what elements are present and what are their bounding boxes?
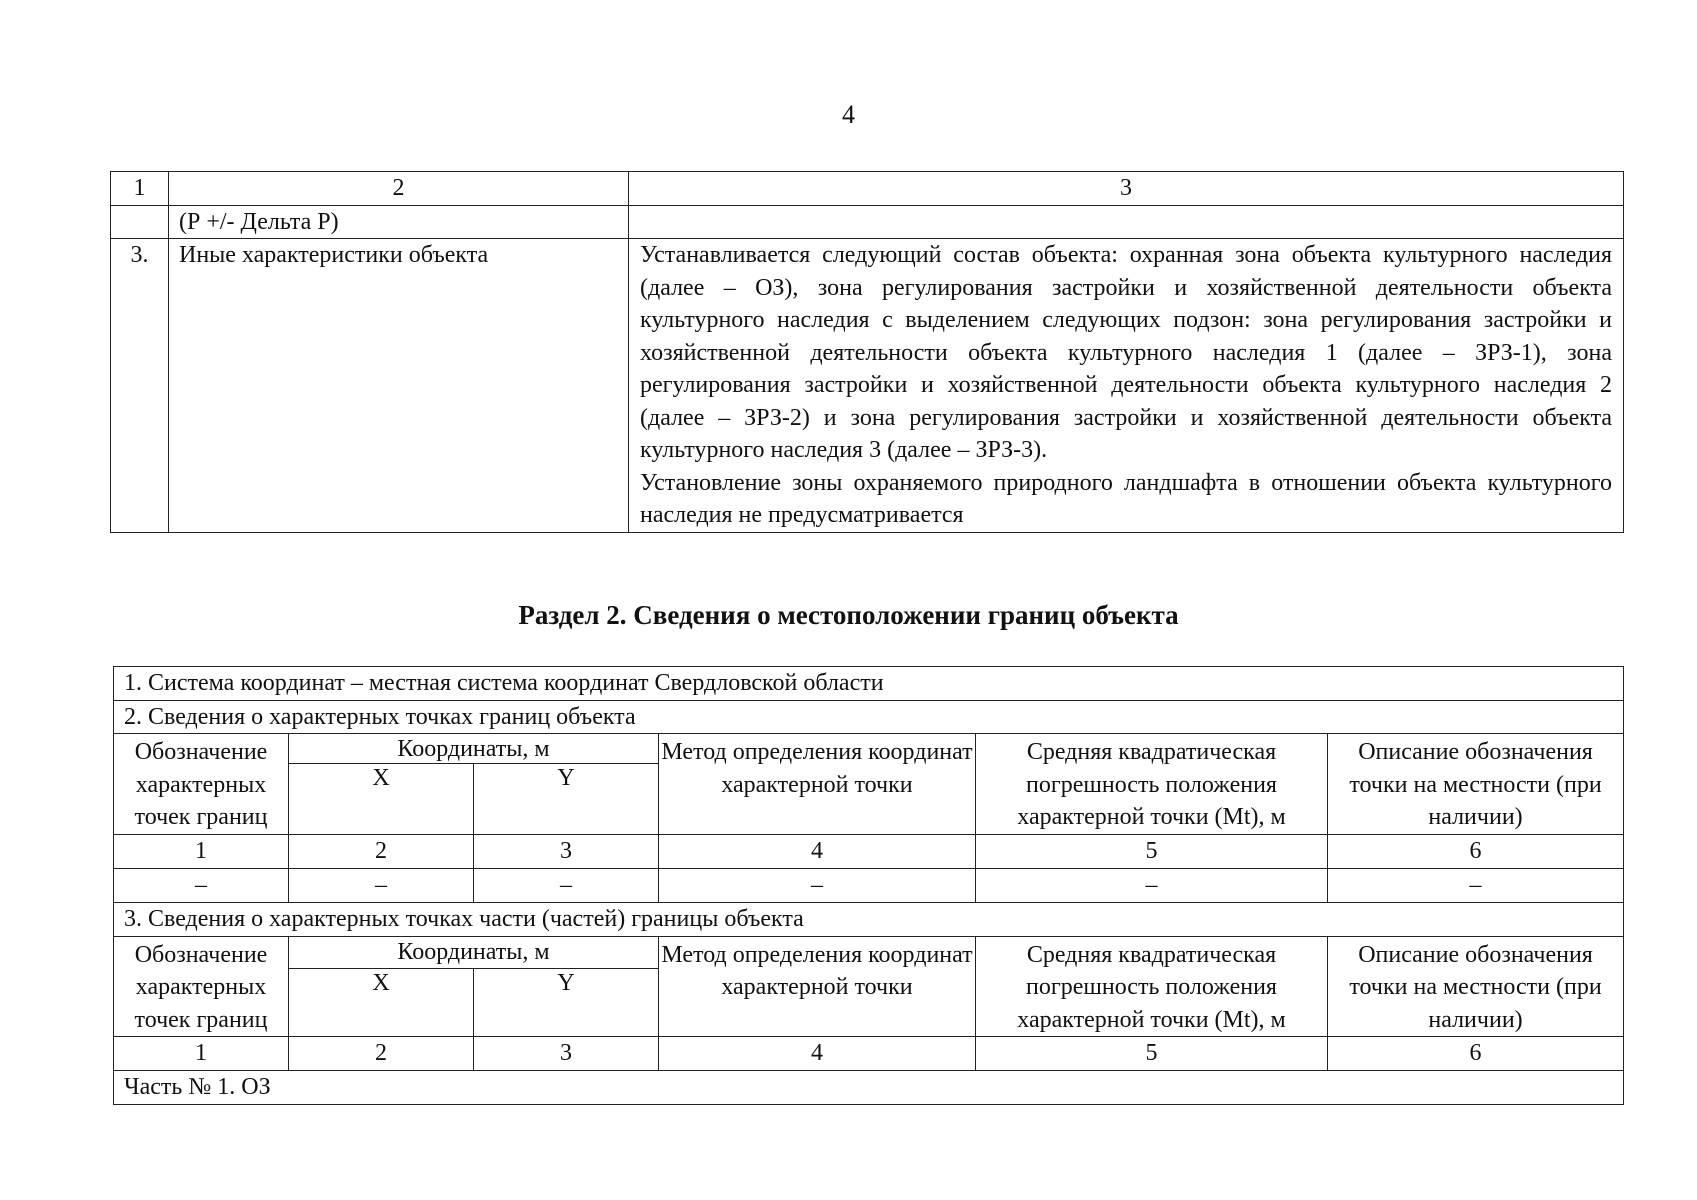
column-number-cell: 6 — [1328, 835, 1624, 869]
data-cell: – — [659, 869, 976, 903]
header-cell: Обозначение характерных точек границ — [114, 734, 289, 835]
table-header-row — [114, 734, 1624, 764]
header-cell: Y — [474, 968, 659, 1036]
header-cell: Метод определения координат характерной точки — [659, 734, 976, 835]
table-row — [111, 205, 1624, 239]
header-cell: Координаты, м — [289, 936, 659, 968]
column-number-cell: 4 — [659, 835, 976, 869]
row-value-cell — [629, 205, 1624, 239]
row-name-cell: Иные характеристики объекта — [169, 239, 629, 533]
table-row — [114, 1071, 1624, 1105]
page-number: 4 — [842, 100, 855, 129]
header-cell: Метод определения координат характерной точки — [659, 936, 976, 1037]
table-header-row — [111, 172, 1624, 206]
table-row — [114, 835, 1624, 869]
header-cell: Y — [474, 764, 659, 835]
table-row — [114, 903, 1624, 937]
coordinate-system-cell: 1. Система координат – местная система координат Свердловской области — [114, 667, 1624, 701]
paragraph: Установление зоны охраняемого природного ландшафта в отношении объекта культурного наследия не предусматривается — [640, 469, 1612, 528]
row-name-cell: (Р +/- Дельта Р) — [169, 205, 629, 239]
table-row — [114, 1037, 1624, 1071]
column-number-cell: 3 — [474, 835, 659, 869]
column-number-cell: 5 — [976, 1037, 1328, 1071]
header-cell: Описание обозначения точки на местности (при наличии) — [1328, 734, 1624, 835]
data-cell: – — [114, 869, 289, 903]
table-row — [114, 667, 1624, 701]
characteristics-table — [110, 171, 1624, 533]
header-cell: Обозначение характерных точек границ — [114, 936, 289, 1037]
header-cell: Средняя квадратическая погрешность положения характерной точки (Mt), м — [976, 936, 1328, 1037]
header-cell: 2 — [169, 172, 629, 206]
header-cell: Координаты, м — [289, 734, 659, 764]
column-number-cell: 2 — [289, 1037, 474, 1071]
boundary-points-table — [113, 666, 1624, 1105]
header-cell: Описание обозначения точки на местности (при наличии) — [1328, 936, 1624, 1037]
column-number-cell: 4 — [659, 1037, 976, 1071]
part-heading-cell: Часть № 1. ОЗ — [114, 1071, 1624, 1105]
table-header-row — [114, 936, 1624, 968]
section-heading-cell: 3. Сведения о характерных точках части (частей) границы объекта — [114, 903, 1624, 937]
data-cell: – — [289, 869, 474, 903]
data-cell: – — [976, 869, 1328, 903]
column-number-cell: 3 — [474, 1037, 659, 1071]
section-heading-cell: 2. Сведения о характерных точках границ объекта — [114, 700, 1624, 734]
table-row — [114, 700, 1624, 734]
row-number-cell — [111, 205, 169, 239]
header-cell: X — [289, 968, 474, 1036]
row-value-cell — [629, 239, 1624, 533]
header-cell: Средняя квадратическая погрешность положения характерной точки (Mt), м — [976, 734, 1328, 835]
section-title: Раздел 2. Сведения о местоположении границ объекта — [518, 600, 1179, 630]
column-number-cell: 1 — [114, 1037, 289, 1071]
header-cell: X — [289, 764, 474, 835]
table-row — [114, 869, 1624, 903]
header-cell: 1 — [111, 172, 169, 206]
data-cell: – — [1328, 869, 1624, 903]
column-number-cell: 1 — [114, 835, 289, 869]
header-cell: 3 — [629, 172, 1624, 206]
column-number-cell: 2 — [289, 835, 474, 869]
table-row — [111, 239, 1624, 533]
data-cell: – — [474, 869, 659, 903]
column-number-cell: 5 — [976, 835, 1328, 869]
row-number-cell: 3. — [111, 239, 169, 533]
column-number-cell: 6 — [1328, 1037, 1624, 1071]
paragraph: Устанавливается следующий состав объекта: охранная зона объекта культурного наследия (далее – ОЗ), зона регулирования застройки и хозяйственной деятельности объекта культурного наследия с выделением следующих подзон: зона регулирования застройки и хозяйственной деятельности объекта культурного наследия 1 (далее – ЗРЗ-1), зона регулирования застройки и хозяйственной деятельности объекта культурного наследия 2 (далее – ЗРЗ-2) и зона регулирования застройки и хозяйственной деятельности объекта культурного наследия 3 (далее – ЗРЗ-3). — [640, 242, 1612, 463]
